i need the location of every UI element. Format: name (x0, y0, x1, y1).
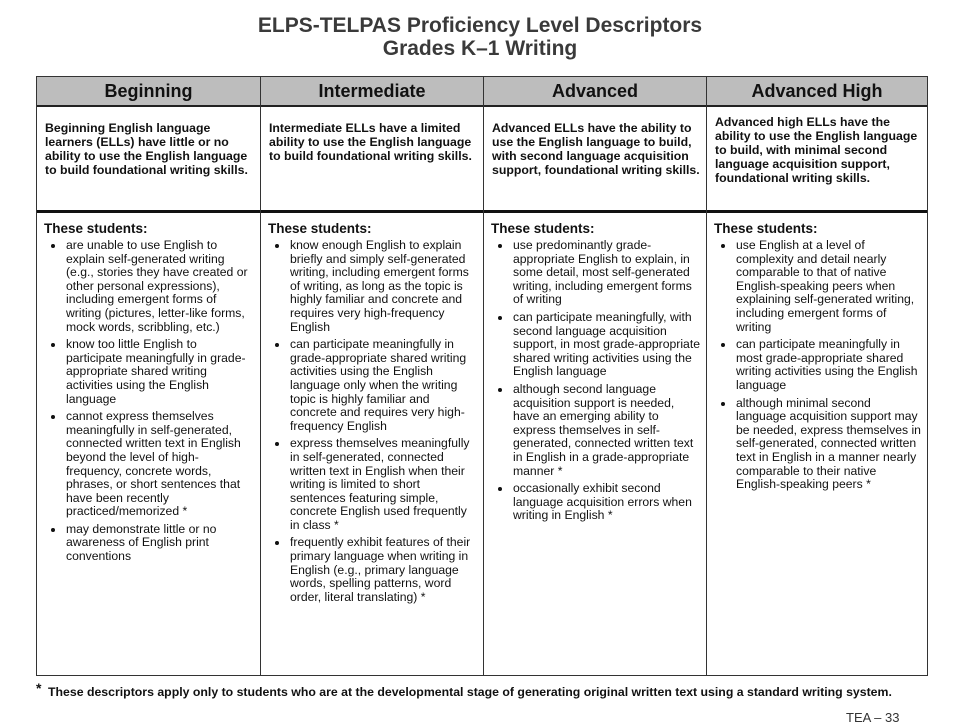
column-description: Advanced ELLs have the ability to use the English language to build, with second language acquisition support, foundational writing skills. (492, 121, 700, 177)
column-header: Intermediate (318, 80, 426, 101)
page-number: TEA – 33 (846, 710, 900, 725)
list-item: express themselves meaningfully in self-generated, connected written text in English when their writing is limited to short sentences featuring simple, concrete English used frequently in class * (290, 437, 477, 532)
list-item: although second language acquisition support is needed, have an emerging ability to express themselves in self-generated, connected written text in English in a grade-appropriate manner * (513, 383, 700, 478)
descriptor-table (36, 76, 928, 676)
list-item: occasionally exhibit second language acquisition errors when writing in English * (513, 482, 700, 523)
column-intermediate (261, 77, 483, 675)
body-heading: These students: (714, 221, 818, 236)
list-item: can participate meaningfully, with second language acquisition support, in most grade-appropriate shared writing activities using the English language (513, 309, 700, 379)
column-header: Beginning (104, 80, 193, 101)
footnote-marker: * (36, 680, 42, 696)
bullet-list (714, 239, 921, 492)
column-description: Beginning English language learners (ELLs) have little or no ability to use the English language to build foundational writing skills. (45, 121, 248, 177)
column-advanced-high (707, 77, 927, 675)
column-body (714, 221, 921, 496)
footnote-text: These descriptors apply only to students who are at the developmental stage of generating original written text using a standard writing system. (48, 685, 892, 699)
column-header: Advanced (551, 80, 639, 101)
list-item: although minimal second language acquisition support may be needed, express themselves in self-generated, connected written text in English in a manner nearly comparable to their native English-speaking peers * (736, 395, 921, 492)
body-heading: These students: (268, 221, 372, 236)
column-body (491, 221, 700, 527)
list-item: frequently exhibit features of their primary language when writing in English (e.g., primary language words, spelling patterns, word order, literal translating) * (290, 536, 477, 604)
page-title (0, 14, 960, 60)
list-item: know too little English to participate meaningfully in grade-appropriate shared writing activities using the English language (66, 338, 254, 406)
column-body (268, 221, 477, 608)
body-heading: These students: (44, 221, 148, 236)
list-item: use predominantly grade-appropriate English to explain, in some detail, most self-generated writing, including emergent forms of writing (513, 239, 700, 307)
list-item: may demonstrate little or no awareness of English print conventions (66, 523, 254, 564)
bullet-list (44, 239, 254, 564)
list-item: know enough English to explain briefly and simply self-generated writing, including emergent forms of writing, as long as the topic is highly familiar and concrete and requires very high-frequency English (290, 239, 477, 334)
list-item: are unable to use English to explain self-generated writing (e.g., stories they have created or other personal expressions), including emergent forms of writing (pictures, letter-like forms, mock words, scribbling, etc.) (66, 239, 254, 334)
body-heading: These students: (491, 221, 595, 236)
list-item: can participate meaningfully in most grade-appropriate shared writing activities using the English language (736, 338, 921, 392)
column-advanced (484, 77, 706, 675)
column-beginning (37, 77, 260, 675)
column-description: Advanced high ELLs have the ability to use the English language to build, with minimal second language acquisition support, foundational writing skills. (715, 115, 918, 185)
bullet-list (491, 239, 700, 523)
column-description: Intermediate ELLs have a limited ability to use the English language to build foundational writing skills. (269, 121, 472, 163)
column-header: Advanced High (751, 80, 883, 101)
column-body (44, 221, 254, 568)
bullet-list (268, 239, 477, 604)
list-item: cannot express themselves meaningfully in self-generated, connected written text in English beyond the level of high-frequency, concrete words, phrases, or short sentences that have been recently practiced/memorized * (66, 410, 254, 519)
title-line-2: Grades K–1 Writing (382, 37, 578, 60)
list-item: can participate meaningfully in grade-appropriate shared writing activities using the English language only when the writing topic is highly familiar and concrete and requires very high-frequency English (290, 338, 477, 433)
footnote (36, 680, 916, 700)
title-line-1: ELPS-TELPAS Proficiency Level Descriptors (257, 14, 703, 37)
list-item: use English at a level of complexity and detail nearly comparable to that of native English-speaking peers when explaining self-generated writing, including emergent forms of writing (736, 239, 921, 334)
